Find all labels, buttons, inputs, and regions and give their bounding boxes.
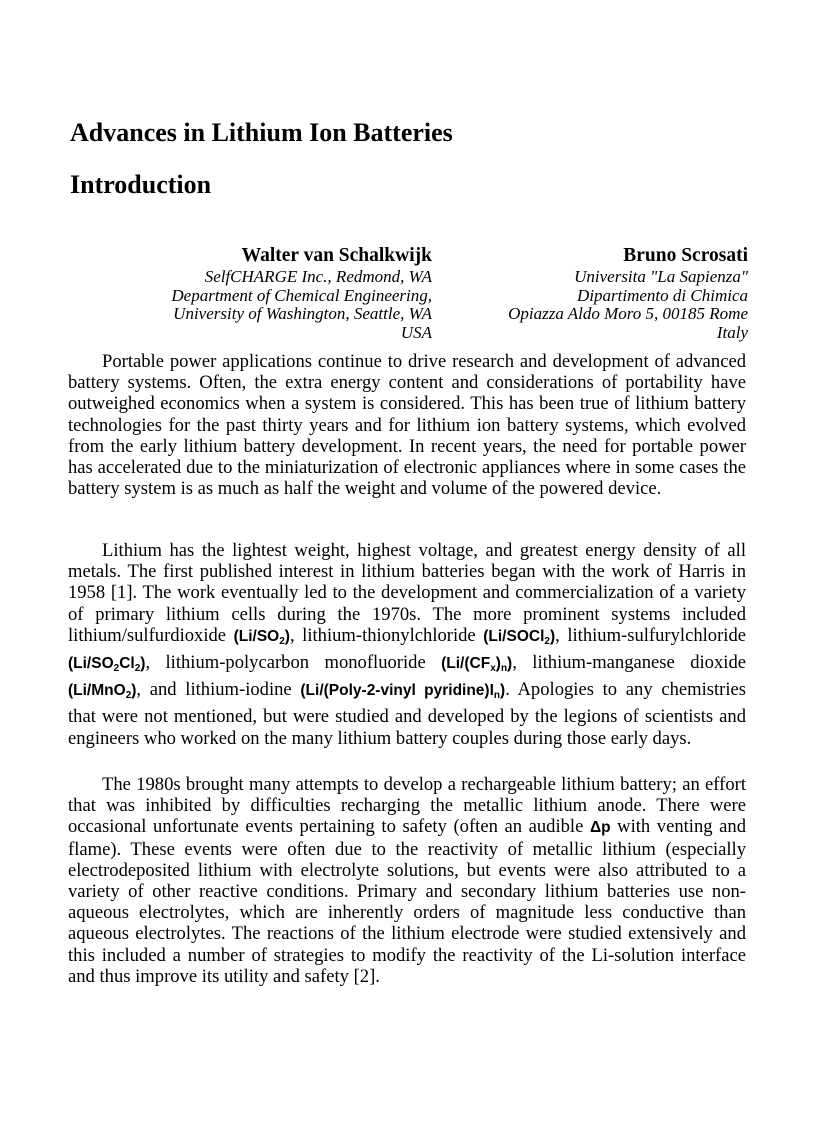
author-name: Bruno Scrosati xyxy=(623,245,748,266)
text-run: with venting and flame). These events were often due to the reactivity of metallic lithium (especially electrodeposited lithium with electrolyte solutions, but events were also attributed to a variety of other reactive conditions. Primary and secondary lithium batteries use non-aqueous electrolytes, which are inherently orders of magnitude less conductive than aqueous electrolytes. The reactions of the lithium electrode were studied extensively and this included a number of strategies to modify the reactivity of the Li-solution interface and thus improve its utility and safety [2]. xyxy=(68,816,746,987)
formula-text: Cl xyxy=(119,655,135,673)
formula-text: ) xyxy=(495,655,501,673)
formula-text: ) xyxy=(284,627,290,645)
formula-text: (Li/SOCl xyxy=(483,627,545,645)
chemical-formula xyxy=(234,628,290,645)
affiliation-line: USA xyxy=(400,322,432,342)
formula-subscript: n xyxy=(500,663,508,675)
affiliation-line: Dipartimento di Chimica xyxy=(577,285,748,305)
affiliation-line: Italy xyxy=(716,322,748,342)
text-run: , lithium-manganese dioxide xyxy=(512,652,746,674)
chemical-formula xyxy=(68,655,146,675)
formula-text: (Li/SO xyxy=(68,655,114,673)
text-run: The 1980s brought many attempts to develop a rechargeable lithium battery; an effort that was inhibited by difficulties recharging the metallic lithium anode. There were occasional unfortunate events pertaining to safety (often an audible xyxy=(68,774,746,838)
formula-text: (Li/MnO xyxy=(68,682,126,700)
text-run: Lithium has the lightest weight, highest voltage, and greatest energy density of all metals. The first published interest in lithium batteries began with the work of Harris in 1958 [1]. The work eventually led to the development and commercialization of a variety of primary lithium cells during the 1970s. The more prominent systems included lithium/sulfurdioxide xyxy=(68,540,746,646)
author-block xyxy=(508,244,748,342)
text-run: , and lithium-iodine xyxy=(136,679,301,701)
formula-subscript: n xyxy=(493,690,501,702)
chemical-formula xyxy=(590,819,611,836)
formula-text: (Li/SO xyxy=(233,627,280,645)
formula-text: ) xyxy=(507,655,513,673)
chemical-formula xyxy=(483,628,555,645)
chemical-formula xyxy=(300,682,506,702)
affiliation-line: SelfCHARGE Inc., Redmond, WA xyxy=(204,267,432,286)
body-paragraph xyxy=(68,351,746,499)
chemical-formula xyxy=(68,682,137,702)
chemical-formula xyxy=(441,655,513,675)
formula-text: ) xyxy=(549,627,556,645)
formula-text: ) xyxy=(131,682,137,700)
text-run: , lithium-sulfurylchloride xyxy=(555,624,746,646)
formula-text: Δp xyxy=(589,819,611,837)
formula-text: ) xyxy=(500,682,506,700)
formula-subscript: 2 xyxy=(134,663,141,675)
affiliation-line: Department of Chemical Engineering, xyxy=(171,285,432,305)
author-name: Walter van Schalkwijk xyxy=(241,245,432,266)
formula-text: ) xyxy=(140,655,146,673)
body-paragraph xyxy=(68,540,746,749)
author-block xyxy=(171,244,432,342)
formula-subscript: 2 xyxy=(544,635,550,647)
formula-subscript: 2 xyxy=(279,635,285,647)
affiliation-line: Opiazza Aldo Moro 5, 00185 Rome xyxy=(508,304,748,323)
document-title: Advances in Lithium Ion Batteries xyxy=(70,118,453,147)
formula-subscript: 2 xyxy=(125,690,132,702)
formula-subscript: x xyxy=(490,663,496,675)
text-run: Portable power applications continue to drive research and development of advanced battery systems. Often, the extra energy content and considerations of portability have outweighed economics when a system is considered. This has been true of lithium battery technologies for the past thirty years and for lithium ion battery systems, which evolved from the early lithium battery development. In recent years, the need for portable power has accelerated due to the miniaturization of electronic appliances where in some cases the battery system is as much as half the weight and volume of the powered device. xyxy=(68,351,746,500)
text-run: . Apologies to any chemistries that were not mentioned, but were studied and developed by the legions of scientists and engineers who worked on the many lithium battery couples during those early days. xyxy=(68,679,747,749)
formula-subscript: 2 xyxy=(113,663,120,675)
section-heading: Introduction xyxy=(70,170,212,199)
affiliation-line: University of Washington, Seattle, WA xyxy=(173,304,432,323)
formula-text: (Li/(Poly-2-vinyl pyridine)I xyxy=(300,682,494,700)
body-paragraph xyxy=(68,774,746,987)
affiliation-line: Universita "La Sapienza" xyxy=(574,267,748,286)
formula-text: (Li/(CF xyxy=(441,655,491,673)
text-run: , lithium-thionylchloride xyxy=(289,624,484,646)
text-run: , lithium-polycarbon monofluoride xyxy=(145,652,442,674)
